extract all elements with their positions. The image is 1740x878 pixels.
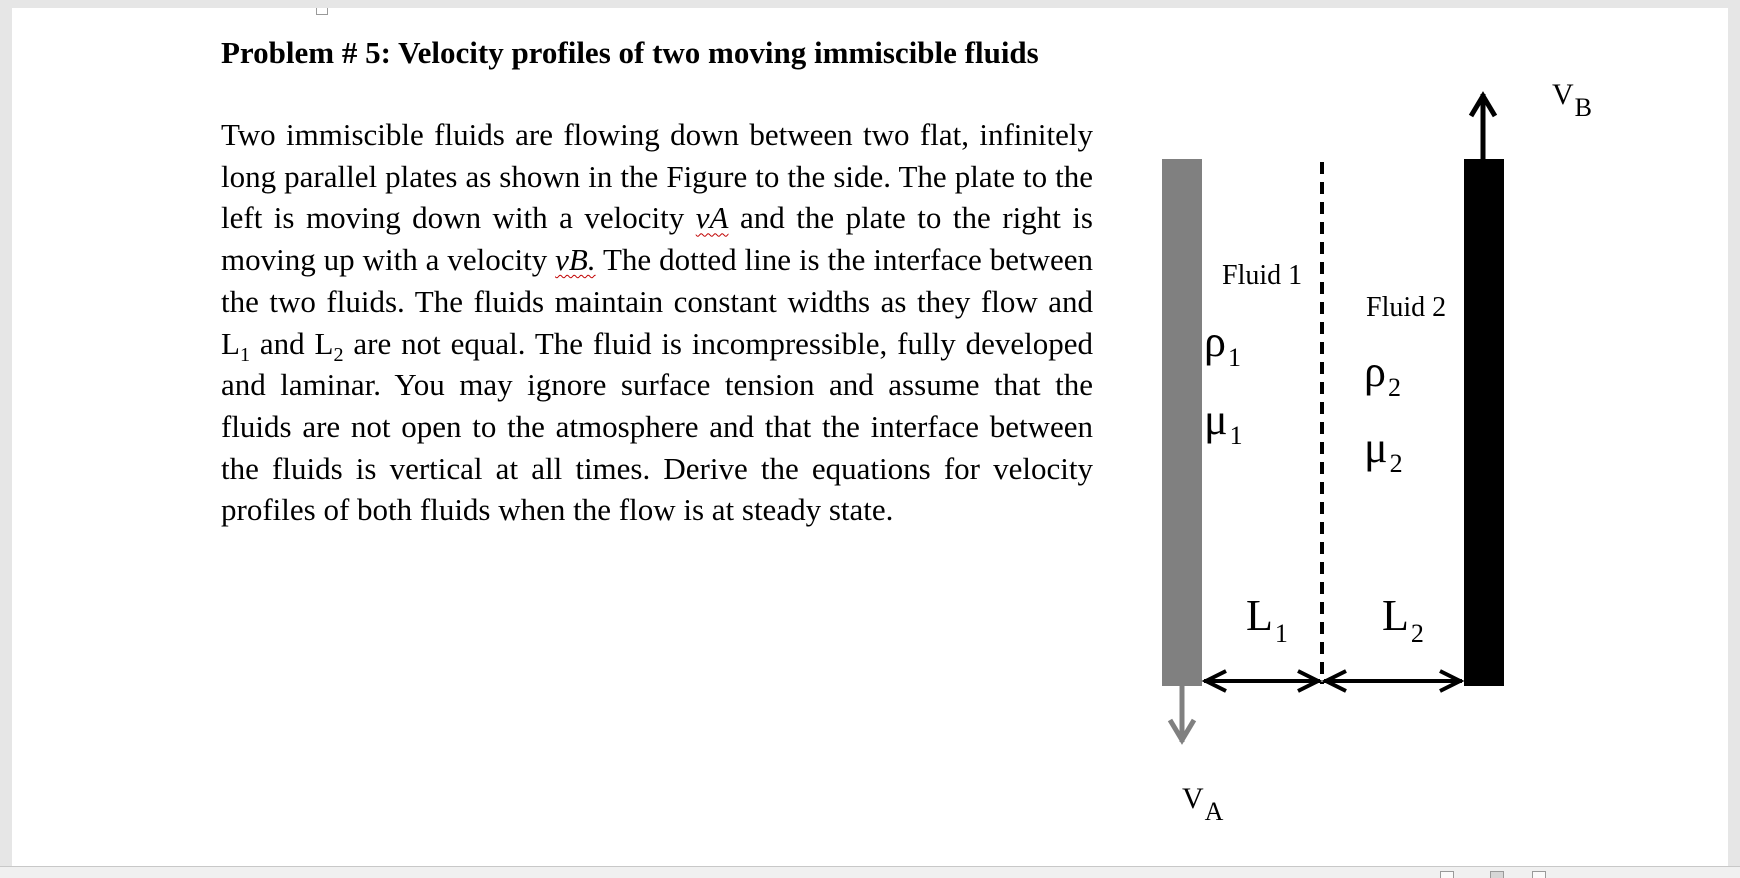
l2-label: $L_2$ [1382,591,1424,648]
velocity-va-text: vA [695,200,729,236]
velocity-vb-text: vB. [555,242,596,278]
va-label: VA [1182,782,1224,826]
mu2-label: $\mu_2$ [1364,423,1403,478]
read-mode-view-button[interactable] [1440,871,1454,878]
vb-label: VB [1552,78,1593,122]
document-page [12,8,1728,866]
problem-statement [221,114,1093,531]
page-corner-mark [316,8,328,15]
fluid1-label: Fluid 1 [1222,260,1303,291]
l2-subscript: 2 [333,343,344,366]
statement-part-4: and L [250,325,334,361]
problem-title: Problem # 5: Velocity profiles of two moving immiscible fluids [221,35,1039,70]
l1-label: $L_1$ [1246,591,1288,648]
statement-part-2: and the plate to the right is moving up with a velocity [221,200,1093,278]
web-layout-view-button[interactable] [1532,871,1546,878]
flow-figure [1162,70,1612,850]
left-plate [1162,159,1202,686]
mu1-label: $\mu_1$ [1204,395,1243,450]
rho2-label: $\rho_2$ [1364,347,1401,402]
statement-part-3: The dotted line is the interface between the two fluids. The fluids maintain constant widths as they flow and L [221,242,1093,361]
fluid2-label: Fluid 2 [1366,292,1447,323]
print-layout-view-button[interactable] [1490,871,1504,878]
statement-part-1: Two immiscible fluids are flowing down between two flat, infinitely long parallel plates as shown in the Figure to the side. The plate to the left is moving down with a velocity [221,117,1093,236]
status-bar [0,866,1740,878]
rho1-label: $\rho_1$ [1204,317,1241,372]
right-plate [1464,159,1504,686]
l1-subscript: 1 [239,343,251,366]
statement-part-5: are not equal. The fluid is incompressible, fully developed and laminar. You may ignore surface tension and assume that the fluids are not open to the atmosphere and that the interface between the fluids is vertical at all times. Derive the equations for velocity profiles of both fluids when the flow is at steady state. [221,325,1093,528]
